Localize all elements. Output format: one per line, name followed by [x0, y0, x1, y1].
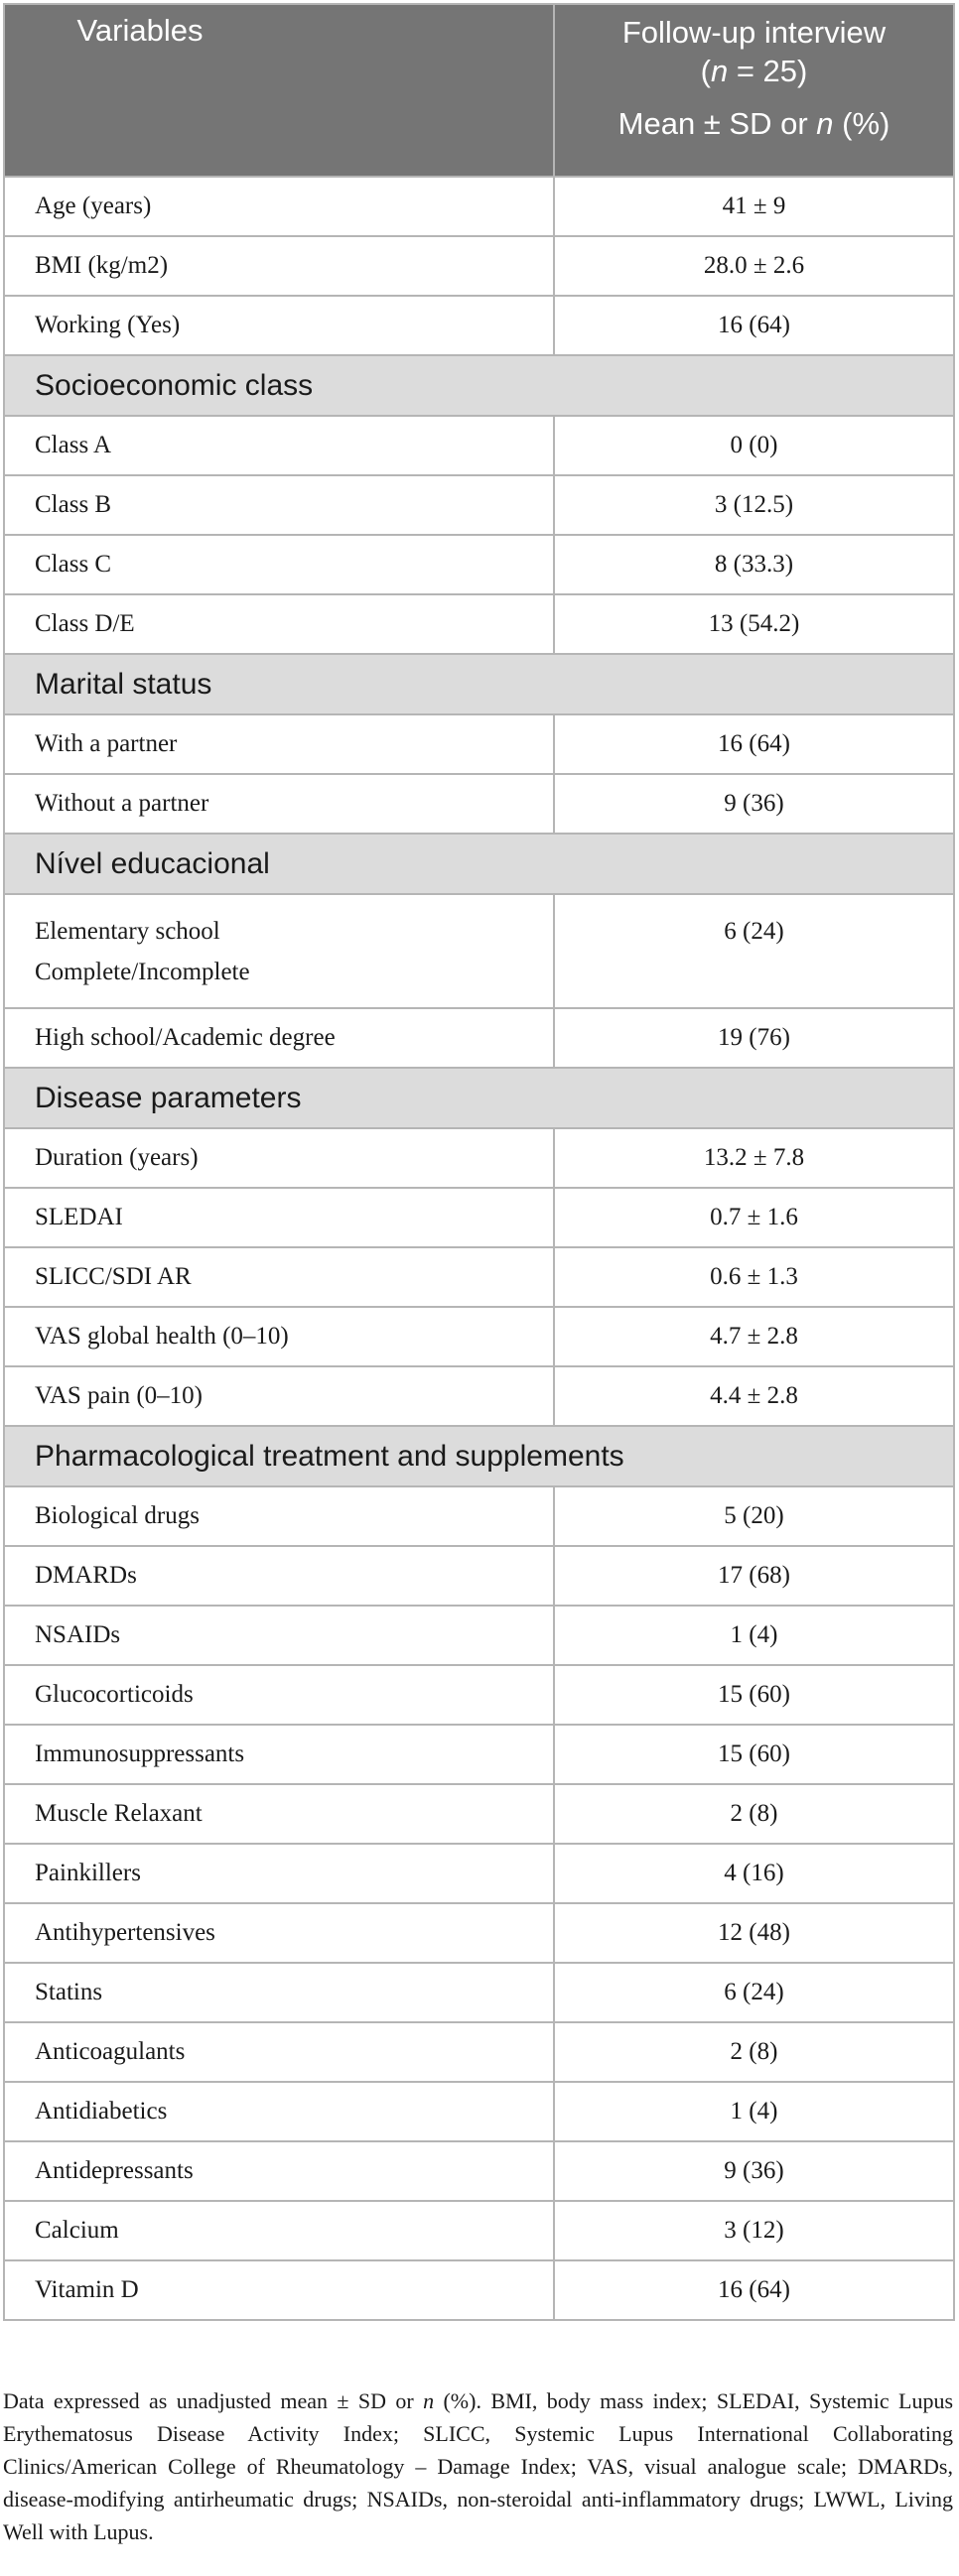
table-row: Antidiabetics 1 (4) [4, 2082, 954, 2141]
education-elementary-label: Elementary school Complete/Incomplete [4, 894, 554, 1008]
table-row: Class B 3 (12.5) [4, 475, 954, 535]
section-header-disease: Disease parameters [4, 1068, 954, 1128]
table-row: Elementary school Complete/Incomplete 6 (24) [4, 894, 954, 1008]
section-header-education: Nível educacional [4, 834, 954, 894]
header-row [4, 4, 954, 177]
table-row: DMARDs 17 (68) [4, 1546, 954, 1606]
section-header-pharmacological: Pharmacological treatment and supplements [4, 1426, 954, 1486]
table-row: With a partner 16 (64) [4, 714, 954, 774]
table-row: Age (years) 41 ± 9 [4, 177, 954, 236]
header-variables: Variables [4, 4, 554, 177]
table-row: Working (Yes) 16 (64) [4, 296, 954, 355]
table-container [3, 3, 953, 2321]
table-row: Class A 0 (0) [4, 416, 954, 475]
table-row: Without a partner 9 (36) [4, 774, 954, 834]
table-row: Muscle Relaxant 2 (8) [4, 1784, 954, 1844]
header-follow-up: Follow-up interview (n = 25) Mean ± SD or n (%) [554, 4, 954, 177]
demographics-table [3, 3, 955, 2321]
table-row: Biological drugs 5 (20) [4, 1486, 954, 1546]
table-footnote: Data expressed as unadjusted mean ± SD or n (%). BMI, body mass index; SLEDAI, Systemic Lupus Erythematosus Disease Activity Index; SLICC, Systemic Lupus International Collaborating Clinics/American College of Rheumatology – Damage Index; VAS, visual analogue scale; DMARDs, disease-modifying antirheumatic drugs; NSAIDs, non-steroidal anti-inflammatory drugs; LWWL, Living Well with Lupus. [3, 2388, 953, 2544]
section-header-marital: Marital status [4, 654, 954, 714]
table-row: Class C 8 (33.3) [4, 535, 954, 594]
table-row: Duration (years) 13.2 ± 7.8 [4, 1128, 954, 1188]
table-row: High school/Academic degree 19 (76) [4, 1008, 954, 1068]
table-row: VAS pain (0–10) 4.4 ± 2.8 [4, 1366, 954, 1426]
table-row: Glucocorticoids 15 (60) [4, 1665, 954, 1725]
table-row: Class D/E 13 (54.2) [4, 594, 954, 654]
table-row: Statins 6 (24) [4, 1963, 954, 2022]
table-row: Painkillers 4 (16) [4, 1844, 954, 1903]
table-row: Vitamin D 16 (64) [4, 2260, 954, 2320]
table-row: Calcium 3 (12) [4, 2201, 954, 2260]
table-row: Immunosuppressants 15 (60) [4, 1725, 954, 1784]
section-header-socioeconomic: Socioeconomic class [4, 355, 954, 416]
table-row: SLICC/SDI AR 0.6 ± 1.3 [4, 1247, 954, 1307]
table-row: Anticoagulants 2 (8) [4, 2022, 954, 2082]
table-row: NSAIDs 1 (4) [4, 1606, 954, 1665]
table-row: BMI (kg/m2) 28.0 ± 2.6 [4, 236, 954, 296]
table-row: SLEDAI 0.7 ± 1.6 [4, 1188, 954, 1247]
table-row: Antihypertensives 12 (48) [4, 1903, 954, 1963]
table-row: Antidepressants 9 (36) [4, 2141, 954, 2201]
table-row: VAS global health (0–10) 4.7 ± 2.8 [4, 1307, 954, 1366]
